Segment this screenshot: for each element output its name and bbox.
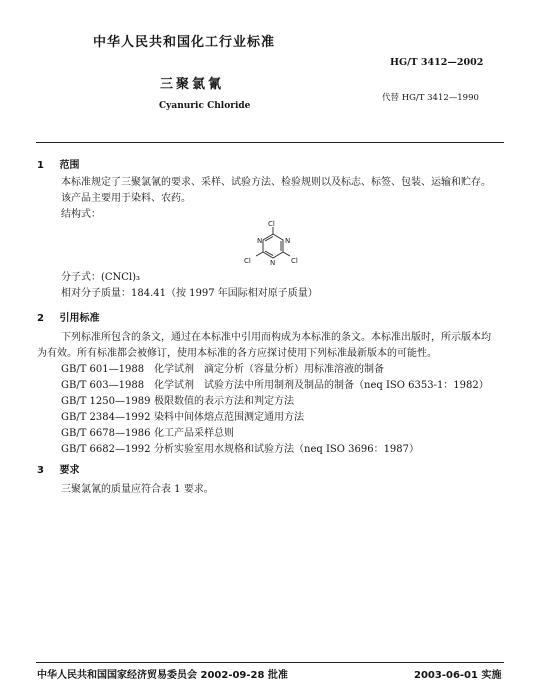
section-3-number: 3 xyxy=(37,465,44,476)
reference-code: GB/T 1250—1989 xyxy=(61,396,151,407)
reference-title: 化学试剂 试验方法中所用制剂及制品的制备（neq ISO 6353-1：1982） xyxy=(154,380,489,391)
reference-code: GB/T 6678—1986 xyxy=(61,428,151,439)
refs-intro-line-1: 下列标准所包含的条文，通过在本标准中引用而构成为本标准的条文。本标准出版时，所示版本均 xyxy=(61,332,491,343)
reference-title: 分析实验室用水规格和试验方法（neq ISO 3696：1987） xyxy=(154,444,420,455)
document-title: 三聚氯氰 xyxy=(160,77,225,92)
footer-rule xyxy=(36,662,504,663)
implementation-date: 2003-06-01 实施 xyxy=(414,670,502,681)
reference-item xyxy=(61,427,234,440)
atom-cl-right: Cl xyxy=(291,257,298,265)
atom-n-bottom: N xyxy=(270,259,276,267)
header-rule xyxy=(36,142,504,143)
atom-n-left: N xyxy=(257,237,263,245)
reference-item xyxy=(61,395,294,408)
replaces-note: 代替 HG/T 3412—1990 xyxy=(382,93,479,103)
atom-n-right: N xyxy=(285,237,291,245)
reference-code: GB/T 601—1988 xyxy=(61,364,145,375)
org-title: 中华人民共和国化工行业标准 xyxy=(93,35,276,50)
reference-code: GB/T 2384—1992 xyxy=(61,412,151,423)
reference-title: 极限数值的表示方法和判定方法 xyxy=(154,396,294,407)
section-2-title: 引用标准 xyxy=(59,313,100,324)
atom-cl-top: Cl xyxy=(268,220,275,228)
cyanuric-chloride-structure xyxy=(238,219,308,275)
refs-intro-line-2: 为有效。所有标准都会被修订，使用本标准的各方应探讨使用下列标准最新版本的可能性。 xyxy=(37,348,437,359)
approval-note: 中华人民共和国国家经济贸易委员会 2002-09-28 批准 xyxy=(37,670,288,681)
section-2-heading xyxy=(37,309,99,324)
section-2-number: 2 xyxy=(37,313,44,324)
reference-title: 染料中间体熔点范围测定通用方法 xyxy=(154,412,304,423)
document-title-english: Cyanuric Chloride xyxy=(159,101,251,111)
section-1-title: 范围 xyxy=(59,160,80,171)
scope-paragraph-1: 本标准规定了三聚氯氰的要求、采样、试验方法、检验规则以及标志、标签、包装、运输和贮存。 xyxy=(61,177,491,188)
section-1-heading xyxy=(37,156,79,171)
reference-item xyxy=(61,411,304,424)
scope-paragraph-2: 该产品主要用于染料、农药。 xyxy=(61,193,191,204)
section-3-title: 要求 xyxy=(59,465,80,476)
reference-title: 化学试剂 滴定分析（容量分析）用标准溶液的制备 xyxy=(154,364,384,375)
atom-cl-left: Cl xyxy=(244,257,251,265)
section-3-heading xyxy=(37,461,79,476)
requirements-paragraph: 三聚氯氰的质量应符合表 1 要求。 xyxy=(61,484,214,495)
reference-item xyxy=(61,363,384,376)
standard-number: HG/T 3412—2002 xyxy=(390,57,484,68)
reference-title: 化工产品采样总则 xyxy=(154,428,234,439)
section-1-number: 1 xyxy=(37,160,44,171)
molecular-formula: 分子式：(CNCl)₃ xyxy=(61,272,141,283)
reference-item xyxy=(61,443,419,456)
structure-label: 结构式： xyxy=(61,209,101,220)
reference-item xyxy=(61,379,489,392)
molecular-mass: 相对分子质量：184.41（按 1997 年国际相对原子质量） xyxy=(61,288,318,299)
reference-code: GB/T 603—1988 xyxy=(61,380,145,391)
reference-code: GB/T 6682—1992 xyxy=(61,444,151,455)
